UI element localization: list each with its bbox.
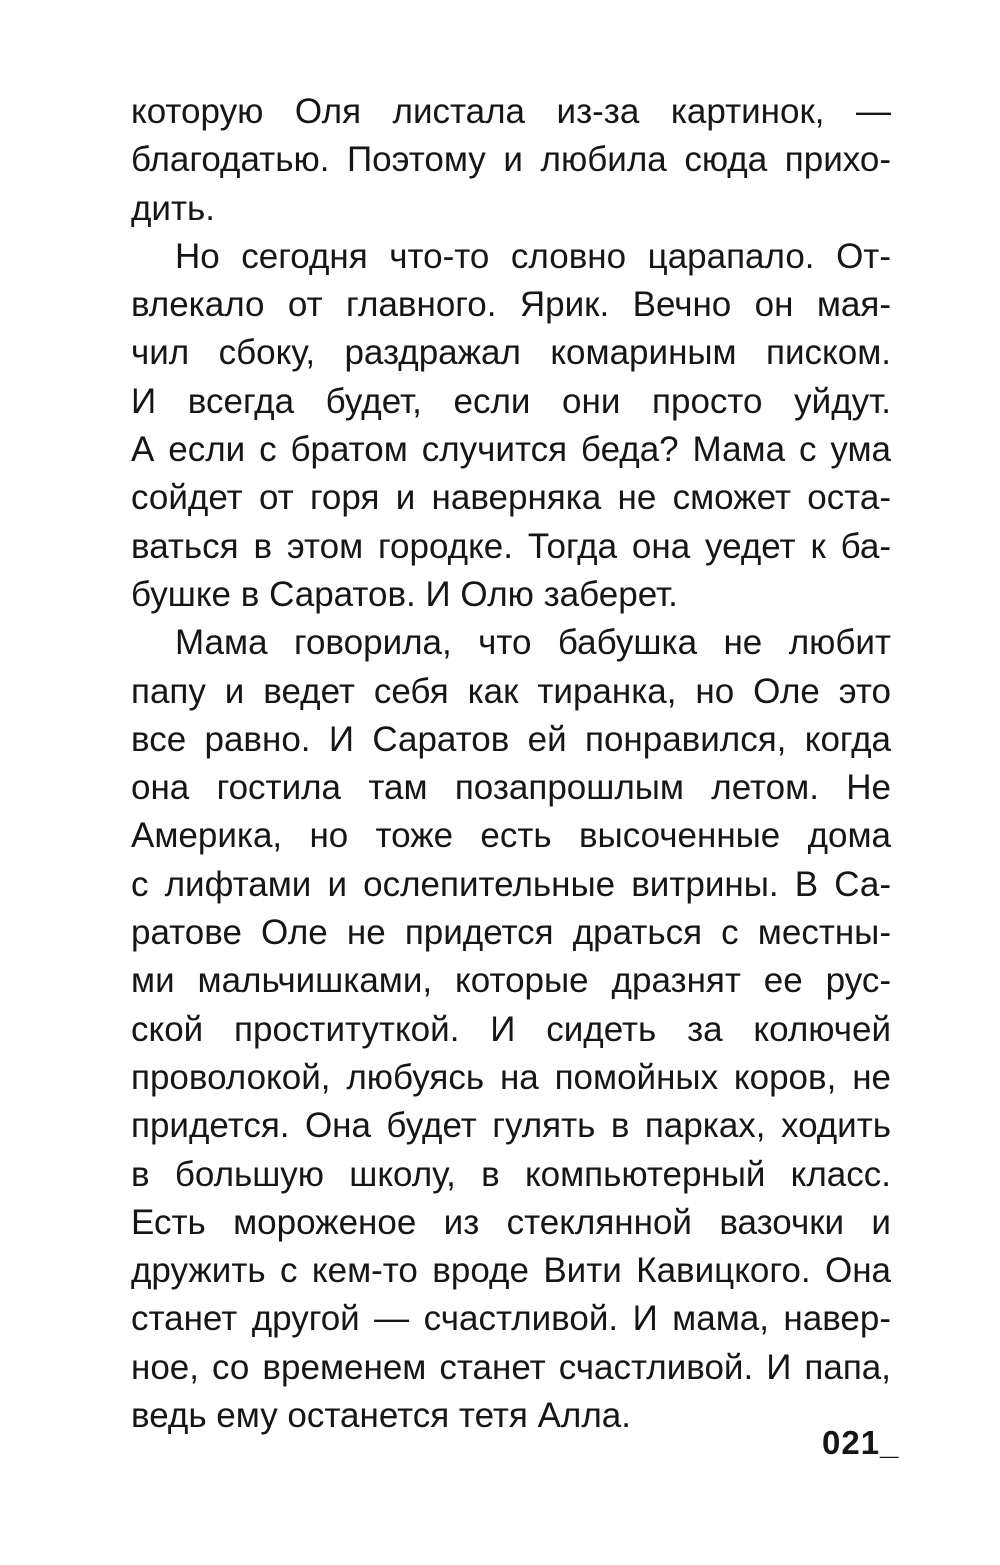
text-line: дружить с кем-то вроде Вити Кавицкого. Она (131, 1251, 891, 1291)
text-line: Мама говорила, что бабушка не любит (175, 623, 891, 663)
text-line: Но сегодня что-то словно царапало. От- (175, 236, 891, 276)
paragraph-2 (131, 233, 891, 619)
text-line: ратове Оле не придется драться с местны- (131, 913, 891, 953)
text-line: ное, со временем станет счастливой. И папа, (131, 1347, 891, 1387)
text-line: бушке в Саратов. И Олю заберет. (131, 574, 678, 614)
page-number: 021_ (822, 1424, 900, 1461)
text-line: ской проституткой. И сидеть за колючей (131, 1009, 891, 1049)
text-line: она гостила там позапрошлым летом. Не (131, 768, 891, 808)
text-line: благодатью. Поэтому и любила сюда прихо- (131, 140, 891, 180)
paragraph-3 (131, 619, 891, 1440)
text-line: проволокой, любуясь на помойных коров, не (131, 1057, 891, 1097)
text-line: чил сбоку, раздражал комариным писком. (131, 333, 891, 373)
text-line: сойдет от горя и наверняка не сможет оста- (131, 478, 891, 518)
text-line: И всегда будет, если они просто уйдут. (131, 381, 891, 421)
text-line: папу и ведет себя как тиранка, но Оле это (131, 671, 891, 711)
text-line: ведь ему останется тетя Алла. (131, 1396, 631, 1436)
body-text (131, 88, 891, 1440)
paragraph-1 (131, 88, 891, 233)
text-line: станет другой — счастливой. И мама, навер- (131, 1299, 891, 1339)
text-line: влекало от главного. Ярик. Вечно он мая- (131, 285, 891, 325)
text-line: дить. (131, 188, 215, 228)
text-line: которую Оля листала из-за картинок, — (131, 92, 891, 131)
text-line: с лифтами и ослепительные витрины. В Са- (131, 864, 891, 904)
text-line: придется. Она будет гулять в парках, ходить (131, 1106, 891, 1146)
text-line: ваться в этом городке. Тогда она уедет к ба- (131, 526, 891, 566)
text-line: все равно. И Саратов ей понравился, когда (131, 719, 891, 759)
text-line: в большую школу, в компьютерный класс. (131, 1154, 891, 1194)
text-line: А если с братом случится беда? Мама с ума (131, 430, 891, 470)
text-line: Есть мороженое из стеклянной вазочки и (131, 1202, 891, 1242)
text-line: Америка, но тоже есть высоченные дома (131, 816, 891, 856)
text-line: ми мальчишками, которые дразнят ее рус- (131, 961, 891, 1001)
